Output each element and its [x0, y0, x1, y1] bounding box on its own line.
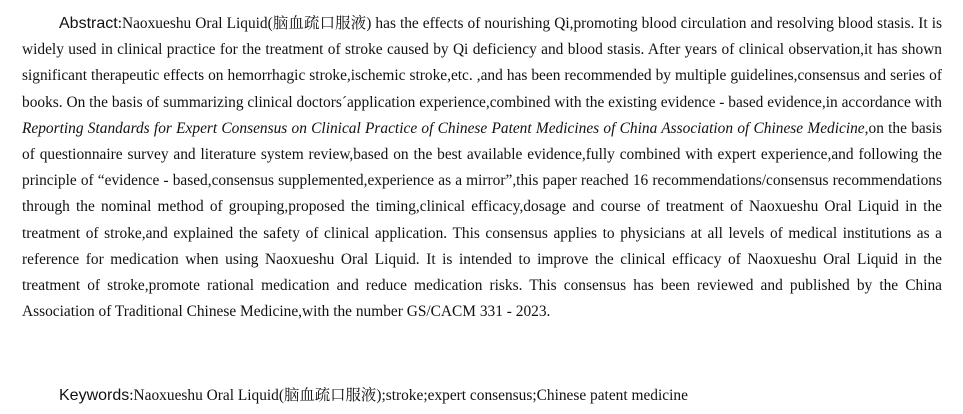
abstract-italic-title: Reporting Standards for Expert Consensus on Clinical Practice of Chinese Patent Medicines of China Association of Chinese Medicine	[22, 119, 865, 137]
keywords-separator: :	[129, 387, 134, 404]
abstract-text-part-2: ,on the basis of questionnaire survey and literature system review,based on the best available evidence,fully combined with expert experience,and following the principle of “evidence - based,consensus supplemented,experience as a mirror”,this paper reached 16 recommendations/consensus recommendations through the nominal method of grouping,proposed the timing,clinical efficacy,dosage and course of treatment of Naoxueshu Oral Liquid in the treatment of stroke,and explained the safety of clinical application. This consensus applies to physicians at all levels of medical institutions as a reference for medication when using Naoxueshu Oral Liquid. It is intended to improve the clinical efficacy of Naoxueshu Oral Liquid in the treatment of stroke,promote rational medication and reduce medication risks. This consensus has been reviewed and published by the China Association of Traditional Chinese Medicine,with the number GS/CACM 331 - 2023.	[22, 119, 942, 321]
abstract-label: Abstract	[59, 15, 118, 32]
abstract-paragraph	[22, 11, 942, 325]
keywords-line	[59, 383, 688, 409]
keywords-text: Naoxueshu Oral Liquid(脑血疏口服液);stroke;expert consensus;Chinese patent medicine	[133, 387, 688, 404]
keywords-label: Keywords	[59, 387, 130, 404]
abstract-text-part-1: Naoxueshu Oral Liquid(脑血疏口服液) has the effects of nourishing Qi,promoting blood circulation and resolving blood stasis. It is widely used in clinical practice for the treatment of stroke caused by Qi deficiency and blood stasis. After years of clinical observation,it has shown significant therapeutic effects on hemorrhagic stroke,ischemic stroke,etc. ,and has been recommended by multiple guidelines,consensus and series of books. On the basis of summarizing clinical doctors´application experience,combined with the existing evidence - based evidence,in accordance with	[22, 15, 942, 111]
abstract-separator: :	[117, 15, 122, 32]
